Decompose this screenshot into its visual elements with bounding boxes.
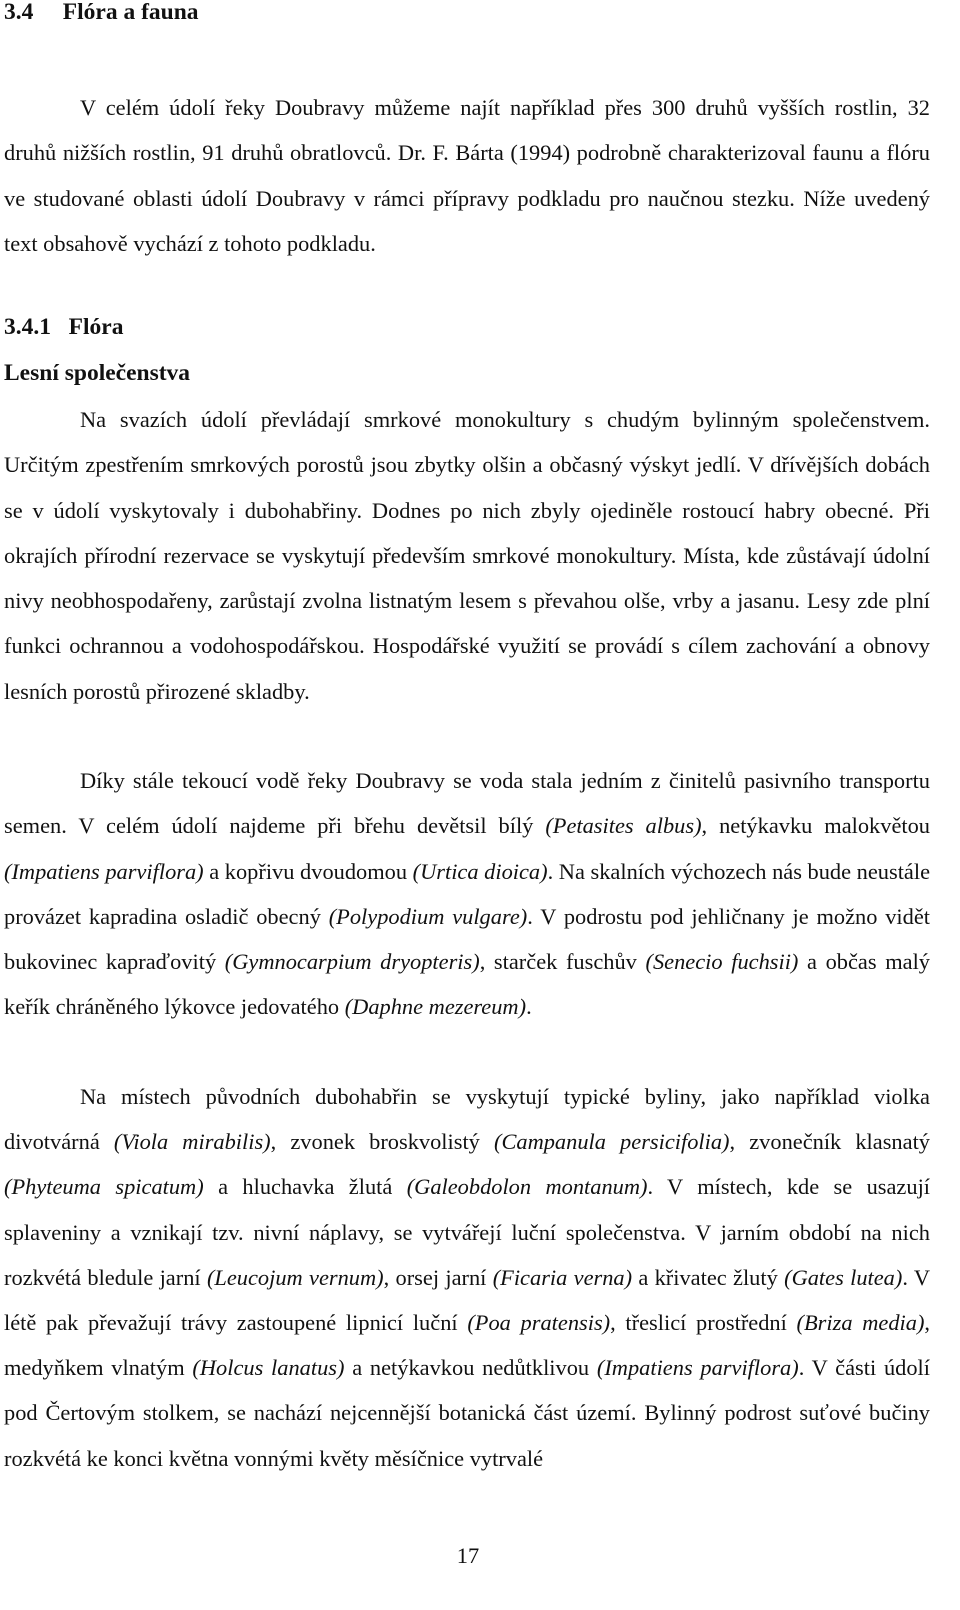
text-run: Díky stále tekoucí vodě řeky Doubravy se voda stala jedním z činitelů pasivního transportu semen. V celém údolí najdeme při břehu devětsil bílý bbox=[4, 768, 930, 839]
latin-name: (Galeobdolon montanum) bbox=[406, 1174, 648, 1200]
text-run: , orsej jarní bbox=[383, 1264, 493, 1290]
latin-name: (Gymnocarpium dryopteris) bbox=[224, 949, 480, 975]
latin-name: (Leucojum vernum) bbox=[206, 1264, 384, 1290]
latin-name: (Gates lutea) bbox=[784, 1264, 903, 1290]
latin-name: (Daphne mezereum) bbox=[344, 994, 527, 1020]
text-run: . bbox=[526, 994, 532, 1020]
latin-name: (Polypodium vulgare) bbox=[328, 903, 528, 929]
latin-name: (Holcus lanatus) bbox=[192, 1355, 345, 1381]
text-run: . V části údolí pod Čertovým stolkem, se nachází nejcennější botanická část území. Bylinný podrost suťové bučiny rozkvétá ke konci května vonnými květy měsíčnice vytrvalé bbox=[4, 1355, 930, 1471]
text-run: Na místech původních dubohabřin se vyskytují typické byliny, jako například violka divotvárná bbox=[4, 1084, 930, 1155]
text-run: a občas malý keřík chráněného lýkovce jedovatého bbox=[4, 949, 930, 1020]
water-transport-paragraph bbox=[4, 758, 930, 1030]
latin-name: (Campanula persicifolia) bbox=[493, 1129, 730, 1155]
text-run: , zvonečník klasnatý bbox=[729, 1129, 930, 1155]
latin-name: (Phyteuma spicatum) bbox=[4, 1174, 204, 1200]
latin-name: (Viola mirabilis) bbox=[113, 1129, 271, 1155]
text-run: a hluchavka žlutá bbox=[203, 1174, 407, 1200]
latin-name: (Ficaria verna) bbox=[492, 1264, 633, 1290]
intro-paragraph: V celém údolí řeky Doubravy můžeme najít například přes 300 druhů vyšších rostlin, 32 druhů nižších rostlin, 91 druhů obratlovců. Dr. F. Bárta (1994) podrobně charakterizoval faunu a flóru ve studované oblasti údolí Doubravy v rámci přípravy podkladu pro naučnou stezku. Níže uvedený text obsahově vychází z tohoto podkladu. bbox=[4, 95, 930, 256]
text-run: . V podrostu pod jehličnany je možno vidět bukovinec kapraďovitý bbox=[4, 903, 930, 975]
latin-name: (Poa pratensis) bbox=[467, 1310, 611, 1336]
text-run: , zvonek broskvolistý bbox=[270, 1129, 494, 1155]
section-heading: 3.4 Flóra a fauna bbox=[4, 0, 199, 25]
text-run: a kopřivu dvoudomou bbox=[203, 858, 413, 884]
latin-name: (Senecio fuchsii) bbox=[645, 949, 799, 975]
text-run: a křivatec žlutý bbox=[632, 1264, 785, 1290]
text-run: , medyňkem vlnatým bbox=[4, 1310, 931, 1381]
subsection-heading: 3.4.1 Flóra bbox=[4, 314, 124, 340]
page-number: 17 bbox=[456, 1543, 480, 1568]
text-run: a netýkavkou nedůtklivou bbox=[344, 1355, 597, 1381]
text-run: , třeslicí prostřední bbox=[610, 1310, 797, 1336]
latin-name: (Impatiens parviflora) bbox=[4, 858, 204, 884]
text-run: . V místech, kde se usazují splaveniny a vznikají tzv. nivní náplavy, se vytvářejí luční společenstva. V jarním období na nich rozkvétá bledule jarní bbox=[4, 1174, 931, 1290]
latin-name: (Petasites albus) bbox=[545, 813, 702, 839]
latin-name: (Briza media) bbox=[796, 1310, 925, 1336]
forest-communities-heading: Lesní společenstva bbox=[4, 360, 191, 386]
text-run: . Na skalních výchozech nás bude neustále provázet kapradina osladič obecný bbox=[4, 858, 931, 929]
text-run: . V létě pak převažují trávy zastoupené lipnicí luční bbox=[4, 1264, 931, 1336]
oak-hornbeam-paragraph bbox=[4, 1074, 930, 1481]
forest-paragraph: Na svazích údolí převládají smrkové monokultury s chudým bylinným společenstvem. Určitým zpestřením smrkových porostů jsou zbytky olšin a občasný výskyt jedlí. V dřívějších dobách se v údolí vyskytovaly i dubohabřiny. Dodnes po nich zbyly ojediněle rostoucí habry obecné. Při okrajích přírodní rezervace se vyskytují především smrkové monokultury. Místa, kde zůstávají údolní nivy neobhospodařeny, zarůstají zvolna listnatým lesem s převahou olše, vrby a jasanu. Lesy zde plní funkci ochrannou a vodohospodářskou. Hospodářské využití se provádí s cílem zachování a obnovy lesních porostů přirozené skladby. bbox=[4, 407, 930, 704]
latin-name: (Urtica dioica) bbox=[412, 858, 548, 884]
latin-name: (Impatiens parviflora) bbox=[596, 1355, 799, 1381]
text-run: , netýkavku malokvětou bbox=[701, 813, 930, 839]
text-run: , starček fuschův bbox=[479, 949, 646, 975]
